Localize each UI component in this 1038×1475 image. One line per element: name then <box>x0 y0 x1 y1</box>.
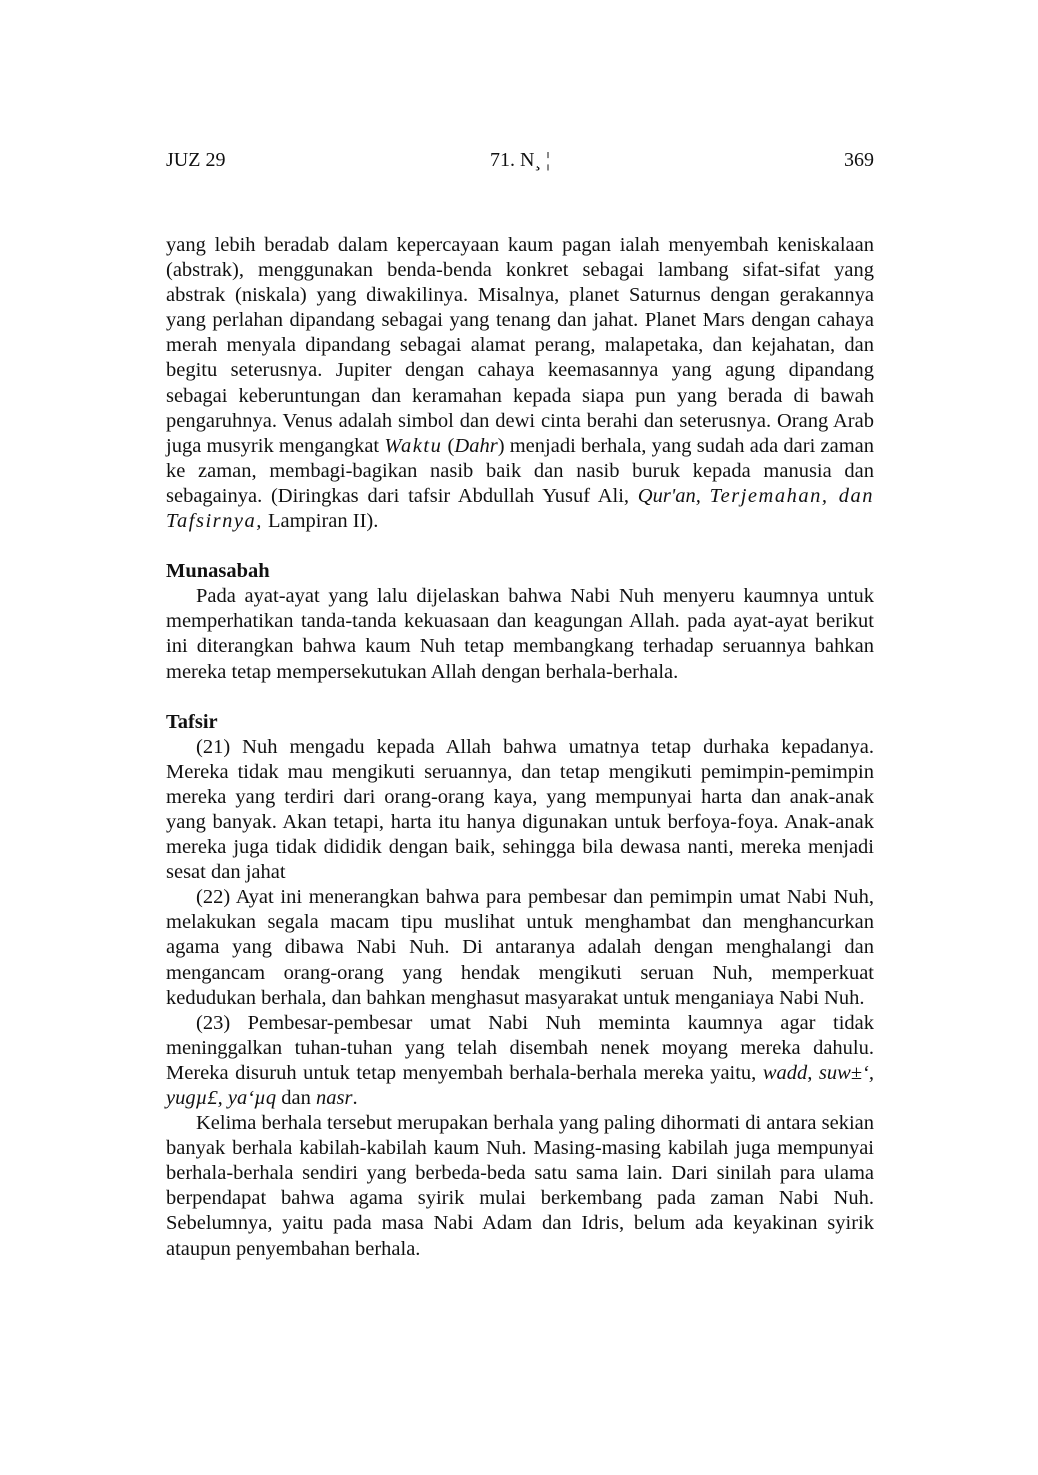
tafsir-heading: Tafsir <box>166 710 218 733</box>
munasabah-heading: Munasabah <box>166 560 270 583</box>
tafsir-paragraph-21: (21) Nuh mengadu kepada Allah bahwa umatnya tetap durhaka kepadanya. Mereka tidak mau mengikuti seruannya, dan tetap mengikuti pemimpin-pemimpin mereka yang terdiri dari orang-orang kaya, yang mempunyai harta dan anak-anak yang banyak. Akan tetapi, harta itu hanya digunakan untuk berfoya-foya. Anak-anak mereka juga tidak dididik dengan baik, sehingga bila dewasa nanti, mereka menjadi sesat dan jahat <box>166 735 874 884</box>
intro-paragraph <box>166 233 874 534</box>
surah-title: 71. N¸ ¦ <box>489 149 551 171</box>
p23-end: . <box>352 1087 358 1109</box>
page <box>166 0 874 1475</box>
intro-paren: ( <box>442 434 455 457</box>
term-dahr: Dahr <box>454 434 498 457</box>
tafsir-paragraph-kelima: Kelima berhala tersebut merupakan berhala yang paling dihormati di antara sekian banyak berhala kabilah-kabilah kaum Nuh. Masing-masing kabilah juga mempunyai berhala-berhala sendiri yang berbeda-beda satu sama lain. Dari sinilah para ulama berpendapat bahwa agama syirik mulai berkembang pada zaman Nabi Nuh. Sebelumnya, yaitu pada masa Nabi Adam dan Idris, belum ada keyakinan syirik ataupun penyembahan berhala. <box>166 1112 874 1260</box>
term-waktu: Waktu <box>384 434 443 457</box>
spacer <box>166 534 874 559</box>
page-number: 369 <box>844 149 874 171</box>
tafsir-paragraph-22: (22) Ayat ini menerangkan bahwa para pembesar dan pemimpin umat Nabi Nuh, melakukan segala macam tipu muslihat untuk menghambat dan menghancurkan agama yang dibawa Nabi Nuh. Di antaranya adalah dengan menghalangi dan mengancam orang-orang yang hendak mengikuti seruan Nuh, memperkuat kedudukan berhala, dan bahkan menghasut masyarakat untuk menganiaya Nabi Nuh. <box>166 886 874 1009</box>
munasabah-paragraph: Pada ayat-ayat yang lalu dijelaskan bahwa Nabi Nuh menyeru kaumnya untuk memperhatikan tanda-tanda kekuasaan dan keagungan Allah. pada ayat-ayat berikut ini diterangkan bahwa kaum Nuh tetap membangkang terhadap seruannya bahkan mereka tetap mempersekutukan Allah dengan berhala-berhala. <box>166 585 874 683</box>
p23-dan: dan <box>276 1087 317 1109</box>
intro-part1: yang lebih beradab dalam kepercayaan kaum pagan ialah menyembah keniskalaan (abstrak), menggunakan benda-benda konkret sebagai lambang sifat-sifat yang abstrak (niskala) yang diwakilinya. Misalnya, planet Saturnus dengan gerakannya yang perlahan dipandang sebagai yang tenang dan jahat. Planet Mars dengan cahaya merah menyala dipandang sebagai alamat perang, malapetaka, dan kejahatan, dan begitu seterusnya. Jupiter dengan cahaya keemasannya yang agung dipandang sebagai keberuntungan dan keramahan kepada siapa pun yang berada di bawah pengaruhnya. Venus adalah simbol dan dewi cinta berahi dan seterusnya. Orang Arab juga musyrik mengangkat <box>166 234 874 457</box>
juz-label: JUZ 29 <box>166 149 226 171</box>
idol-names: wadd, suw±‘, yugµ£, ya‘µq <box>166 1061 874 1109</box>
book-title-terjemahan: Terjemahan, dan Tafsirnya, <box>166 484 874 533</box>
intro-part3: Lampiran II). <box>262 510 379 533</box>
spacer <box>166 685 874 710</box>
intro-space <box>701 485 710 507</box>
tafsir-paragraph-23 <box>166 1011 874 1111</box>
intro-part2: ) menjadi berhala, yang sudah ada dari zaman ke zaman, membagi-bagikan nasib baik dan nasib buruk kepada manusia dan sebagainya. (Diringkas dari tafsir Abdullah Yusuf Ali, <box>166 434 875 507</box>
idol-nasr: nasr <box>316 1087 353 1109</box>
book-title-quran: Qur'an, <box>637 484 701 507</box>
p23-text: (23) Pembesar-pembesar umat Nabi Nuh meminta kaumnya agar tidak meninggalkan tuhan-tuhan yang telah disembah nenek moyang mereka dahulu. Mereka disuruh untuk tetap menyembah berhala-berhala mereka yaitu, <box>166 1011 874 1084</box>
running-header <box>166 146 874 174</box>
body-text <box>166 233 874 1262</box>
